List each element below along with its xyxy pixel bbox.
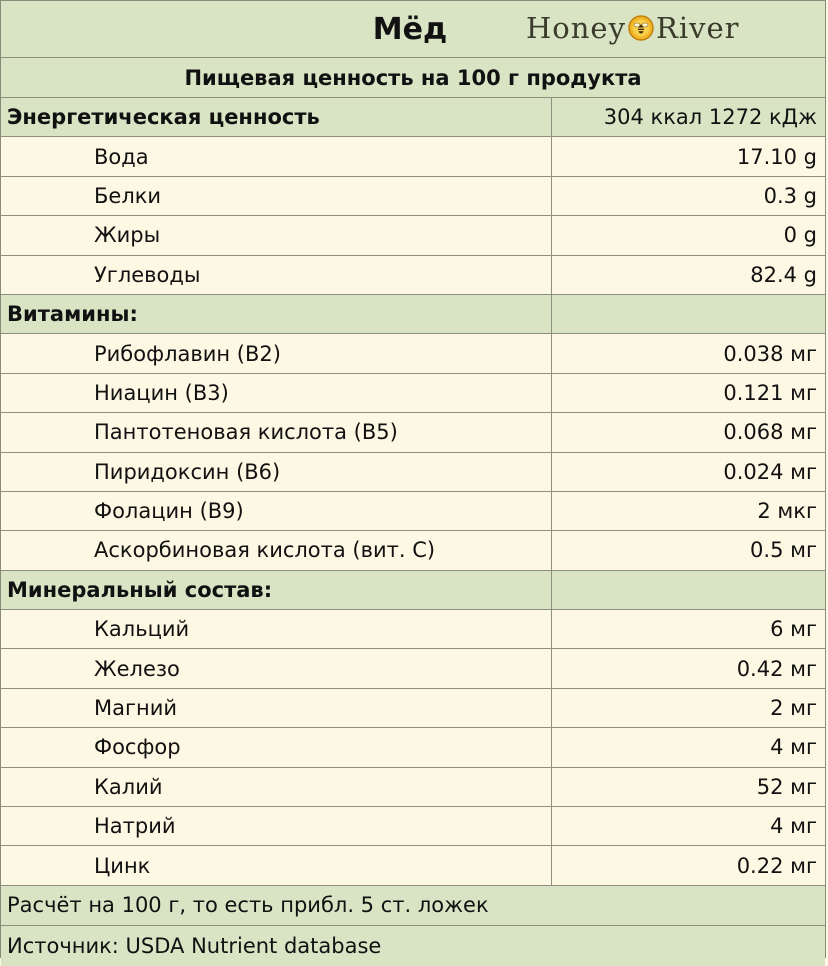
table-row — [1, 256, 825, 295]
nutrient-value: 0.068 мг — [723, 420, 817, 445]
nutrient-name: Цинк — [1, 846, 552, 884]
nutrient-name: Магний — [1, 689, 552, 727]
nutrient-value: 0.22 мг — [736, 853, 817, 878]
nutrient-value: 2 мкг — [757, 499, 817, 524]
nutrient-name: Железо — [1, 649, 552, 687]
nutrient-name: Натрий — [1, 807, 552, 845]
section-heading: Минеральный состав: — [1, 571, 552, 609]
nutrient-value: 0 g — [783, 223, 817, 248]
nutrient-value: 0.42 мг — [736, 656, 817, 681]
nutrient-name: Кальций — [1, 610, 552, 648]
nutrient-name: Ниацин (B3) — [1, 374, 552, 412]
nutrient-value: 4 мг — [770, 814, 817, 839]
energy-label: Энергетическая ценность — [1, 98, 552, 136]
subtitle-row — [1, 58, 825, 98]
table-row — [1, 807, 825, 846]
nutrient-value: 0.3 g — [763, 183, 817, 208]
nutrient-name: Аскорбиновая кислота (вит. С) — [1, 531, 552, 569]
nutrient-name: Пантотеновая кислота (B5) — [1, 413, 552, 451]
nutrient-name: Фолацин (B9) — [1, 492, 552, 530]
nutrient-name: Жиры — [1, 216, 552, 254]
table-row — [1, 334, 825, 373]
nutrient-value: 17.10 g — [736, 144, 817, 169]
section-heading: Витамины: — [1, 295, 552, 333]
energy-row — [1, 98, 825, 137]
section-heading-value — [552, 295, 825, 333]
nutrient-value: 6 мг — [770, 617, 817, 642]
table-row — [1, 728, 825, 767]
nutrient-name: Рибофлавин (B2) — [1, 334, 552, 372]
minerals-heading-row — [1, 571, 825, 610]
table-row — [1, 531, 825, 570]
footer-note-row — [1, 886, 825, 926]
nutrient-value: 4 мг — [770, 735, 817, 760]
table-row — [1, 768, 825, 807]
nutrient-name: Углеводы — [1, 256, 552, 294]
footer-source: Источник: USDA Nutrient database — [7, 933, 382, 958]
table-row — [1, 374, 825, 413]
nutrient-name: Вода — [1, 137, 552, 175]
nutrient-value: 0.024 мг — [723, 459, 817, 484]
table-row — [1, 177, 825, 216]
nutrient-value: 82.4 g — [750, 262, 817, 287]
table-row — [1, 846, 825, 885]
table-row — [1, 216, 825, 255]
vitamins-heading-row — [1, 295, 825, 334]
nutrient-name: Пиридоксин (B6) — [1, 453, 552, 491]
bee-icon — [627, 14, 655, 42]
section-heading-value — [552, 571, 825, 609]
nutrient-value: 2 мг — [770, 696, 817, 721]
nutrient-name: Белки — [1, 177, 552, 215]
table-row — [1, 137, 825, 176]
table-row — [1, 649, 825, 688]
table-row — [1, 610, 825, 649]
nutrient-value: 0.5 мг — [750, 538, 817, 563]
nutrient-value: 52 мг — [756, 774, 817, 799]
brand-name-right: River — [655, 11, 740, 45]
footer-note: Расчёт на 100 г, то есть прибл. 5 ст. ложек — [7, 893, 489, 918]
table-row — [1, 453, 825, 492]
table-subtitle: Пищевая ценность на 100 г продукта — [184, 65, 642, 90]
table-row — [1, 413, 825, 452]
nutrient-name: Фосфор — [1, 728, 552, 766]
energy-value: 304 ккал 1272 кДж — [603, 105, 817, 130]
nutrient-name: Калий — [1, 768, 552, 806]
brand-logo — [526, 11, 740, 45]
title-row — [1, 1, 825, 58]
brand-name-left: Honey — [526, 11, 626, 45]
nutrient-value: 0.038 мг — [723, 341, 817, 366]
table-row — [1, 492, 825, 531]
title-text: Мёд — [372, 11, 448, 47]
nutrient-value: 0.121 мг — [723, 380, 817, 405]
table-row — [1, 689, 825, 728]
